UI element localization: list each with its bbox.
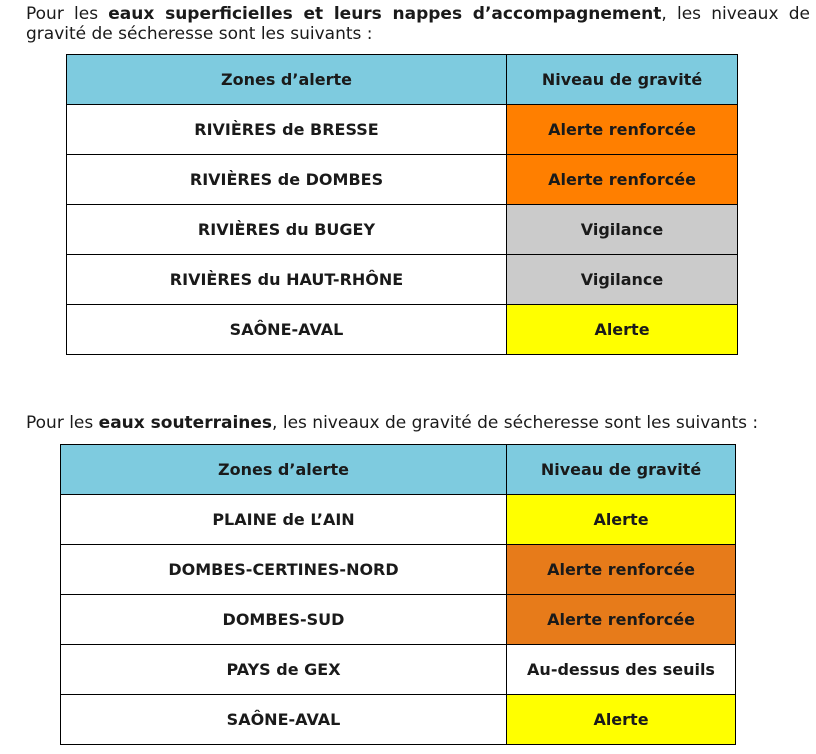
ground-intro-bold: eaux souterraines [98, 413, 273, 433]
zone-header: Zones d’alerte [61, 445, 507, 495]
level-cell: Alerte [507, 305, 738, 355]
groundwater-table [60, 444, 736, 745]
level-cell: Alerte renforcée [507, 155, 738, 205]
level-cell: Alerte [507, 695, 736, 745]
zone-cell: RIVIÈRES de DOMBES [67, 155, 507, 205]
table-row [67, 155, 738, 205]
surface-water-table [66, 54, 738, 355]
zone-cell: SAÔNE-AVAL [67, 305, 507, 355]
zone-cell: PAYS de GEX [61, 645, 507, 695]
table-row [61, 495, 736, 545]
zone-cell: RIVIÈRES de BRESSE [67, 105, 507, 155]
surface-intro-paragraph [26, 4, 810, 44]
level-header: Niveau de gravité [507, 445, 736, 495]
level-cell: Alerte renforcée [507, 105, 738, 155]
zone-cell: DOMBES-CERTINES-NORD [61, 545, 507, 595]
zone-cell: SAÔNE-AVAL [61, 695, 507, 745]
table-header-row [67, 55, 738, 105]
level-cell: Alerte renforcée [507, 545, 736, 595]
zone-cell: DOMBES-SUD [61, 595, 507, 645]
zone-cell: RIVIÈRES du BUGEY [67, 205, 507, 255]
ground-intro-paragraph [26, 413, 810, 433]
table-row [67, 305, 738, 355]
table-row [61, 645, 736, 695]
zone-cell: RIVIÈRES du HAUT-RHÔNE [67, 255, 507, 305]
table-row [67, 105, 738, 155]
level-cell: Vigilance [507, 205, 738, 255]
level-cell: Au-dessus des seuils [507, 645, 736, 695]
surface-intro-suffix: , les niveaux de gravité de sécheresse sont les suivants : [26, 4, 810, 44]
surface-intro-bold: eaux superficielles et leurs nappes d’accompagnement [108, 4, 662, 24]
table-header-row [61, 445, 736, 495]
zone-cell: PLAINE de L’AIN [61, 495, 507, 545]
ground-intro-prefix: Pour les [26, 413, 99, 433]
table-row [61, 695, 736, 745]
table-row [67, 255, 738, 305]
surface-intro-prefix: Pour les [26, 4, 109, 24]
table-row [67, 205, 738, 255]
level-cell: Vigilance [507, 255, 738, 305]
level-cell: Alerte [507, 495, 736, 545]
table-row [61, 595, 736, 645]
zone-header: Zones d’alerte [67, 55, 507, 105]
level-cell: Alerte renforcée [507, 595, 736, 645]
table-row [61, 545, 736, 595]
ground-intro-suffix: , les niveaux de gravité de sécheresse sont les suivants : [272, 413, 759, 433]
level-header: Niveau de gravité [507, 55, 738, 105]
